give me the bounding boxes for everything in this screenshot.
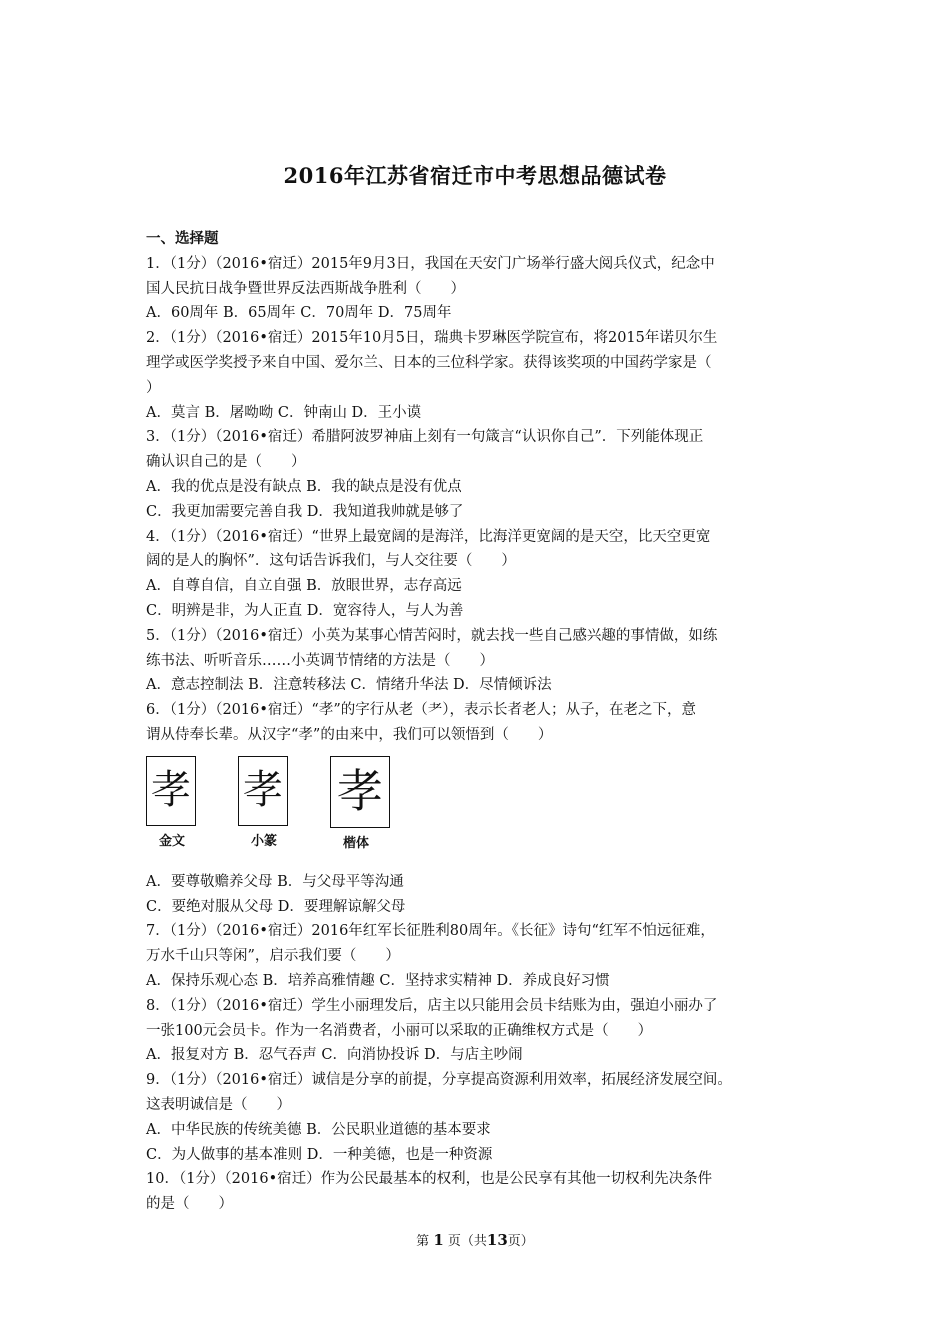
text-line: C．要绝对服从父母 D．要理解谅解父母	[146, 898, 406, 915]
text-line: 6．（1分）（2016•宿迁）“孝”的字行从老（耂），表示长者老人；从子，在老之下，意	[146, 702, 696, 719]
text-line: 谓从侍奉长辈。从汉字“孝”的由来中，我们可以领悟到（ ）	[146, 726, 553, 743]
footer-prefix: 第	[416, 1234, 430, 1249]
text-line: 万水千山只等闲”，启示我们要（ ）	[146, 948, 400, 965]
text-line: 这表明诚信是（ ）	[146, 1096, 291, 1113]
text-line: A．我的优点是没有缺点 B．我的缺点是没有优点	[146, 478, 462, 495]
text-line: C．明辨是非，为人正直 D．宽容待人，与人为善	[146, 602, 464, 619]
question-lines-a	[146, 252, 811, 748]
exam-content	[146, 227, 811, 1217]
text-line: A．报复对方 B．忍气吞声 C．向消协投诉 D．与店主吵闹	[146, 1047, 523, 1064]
footer-suffix: 页）	[507, 1234, 534, 1249]
caption-xiaozhuan: 小篆	[250, 833, 277, 849]
figure-kaiti	[330, 756, 382, 864]
caption-kaiti: 楷体	[342, 835, 369, 851]
text-line: 国人民抗日战争暨世界反法西斯战争胜利（ ）	[146, 280, 465, 297]
text-line: 5．（1分）（2016•宿迁）小英为某事心情苦闷时，就去找一些自己感兴趣的事情做，如练	[146, 627, 718, 644]
text-line: 阔的是人的胸怀”．这句话告诉我们，与人交往要（ ）	[146, 553, 516, 570]
glyph-xiaozhuan: 孝	[238, 756, 288, 826]
text-line: 一张100元会员卡。作为一名消费者，小丽可以采取的正确维权方式是（ ）	[146, 1022, 653, 1039]
footer-page-number: 1	[433, 1231, 444, 1249]
text-line: A．自尊自信，自立自强 B．放眼世界，志存高远	[146, 578, 462, 595]
text-line: 确认识自己的是（ ）	[146, 454, 306, 471]
text-line: 3．（1分）（2016•宿迁）希腊阿波罗神庙上刻有一句箴言“认识你自己”．下列能体现正	[146, 429, 704, 446]
text-line: 理学或医学奖授予来自中国、爱尔兰、日本的三位科学家。获得该奖项的中国药学家是（	[146, 354, 712, 371]
text-line: 练书法、听听音乐……小英调节情绪的方法是（ ）	[146, 652, 494, 669]
glyph-kaiti: 孝	[330, 756, 390, 828]
text-line: 7．（1分）（2016•宿迁）2016年红军长征胜利80周年。《长征》诗句“红军不怕远征难，	[146, 923, 715, 940]
text-line: 8．（1分）（2016•宿迁）学生小丽理发后，店主以只能用会员卡结账为由，强迫小丽办了	[146, 997, 718, 1014]
text-line: 1．（1分）（2016•宿迁）2015年9月3日，我国在天安门广场举行盛大阅兵仪式，纪念中	[146, 255, 715, 272]
question-lines-b	[146, 870, 811, 1217]
text-line: 10．（1分）（2016•宿迁）作为公民最基本的权利，也是公民享有其他一切权利先决条件	[146, 1171, 713, 1188]
text-line: A．意志控制法 B．注意转移法 C．情绪升华法 D．尽情倾诉法	[146, 677, 552, 694]
text-line: A．要尊敬赡养父母 B．与父母平等沟通	[146, 873, 404, 890]
footer-middle: 页（共	[447, 1234, 487, 1249]
text-line: 9．（1分）（2016•宿迁）诚信是分享的前提，分享提高资源利用效率，拓展经济发展空间。	[146, 1072, 732, 1089]
text-line: C．为人做事的基本准则 D．一种美德，也是一种资源	[146, 1146, 493, 1163]
page-footer	[0, 1230, 950, 1249]
glyph-jinwen: 孝	[146, 756, 196, 826]
figure-jinwen	[146, 756, 198, 864]
text-line: 4．（1分）（2016•宿迁）“世界上最宽阔的是海洋，比海洋更宽阔的是天空，比天空更宽	[146, 528, 711, 545]
text-line: C．我更加需要完善自我 D．我知道我帅就是够了	[146, 503, 464, 520]
section-heading: 一、选择题	[146, 230, 219, 247]
text-line: A．60周年 B．65周年 C．70周年 D．75周年	[146, 305, 452, 322]
text-line: A．中华民族的传统美德 B．公民职业道德的基本要求	[146, 1121, 491, 1138]
caption-jinwen: 金文	[158, 833, 185, 849]
page-title: 2016年江苏省宿迁市中考思想品德试卷	[283, 163, 667, 188]
character-figures	[146, 756, 811, 864]
text-line: 2．（1分）（2016•宿迁）2015年10月5日，瑞典卡罗琳医学院宣布，将2015年诺贝尔生	[146, 330, 718, 347]
text-line: A．保持乐观心态 B．培养高雅情趣 C．坚持求实精神 D．养成良好习惯	[146, 972, 610, 989]
figure-xiaozhuan	[238, 756, 290, 864]
text-line: 的是（ ）	[146, 1196, 233, 1213]
footer-total-pages: 13	[486, 1231, 508, 1249]
text-line: A．莫言 B．屠呦呦 C．钟南山 D．王小谟	[146, 404, 422, 421]
text-line: ）	[146, 379, 161, 396]
